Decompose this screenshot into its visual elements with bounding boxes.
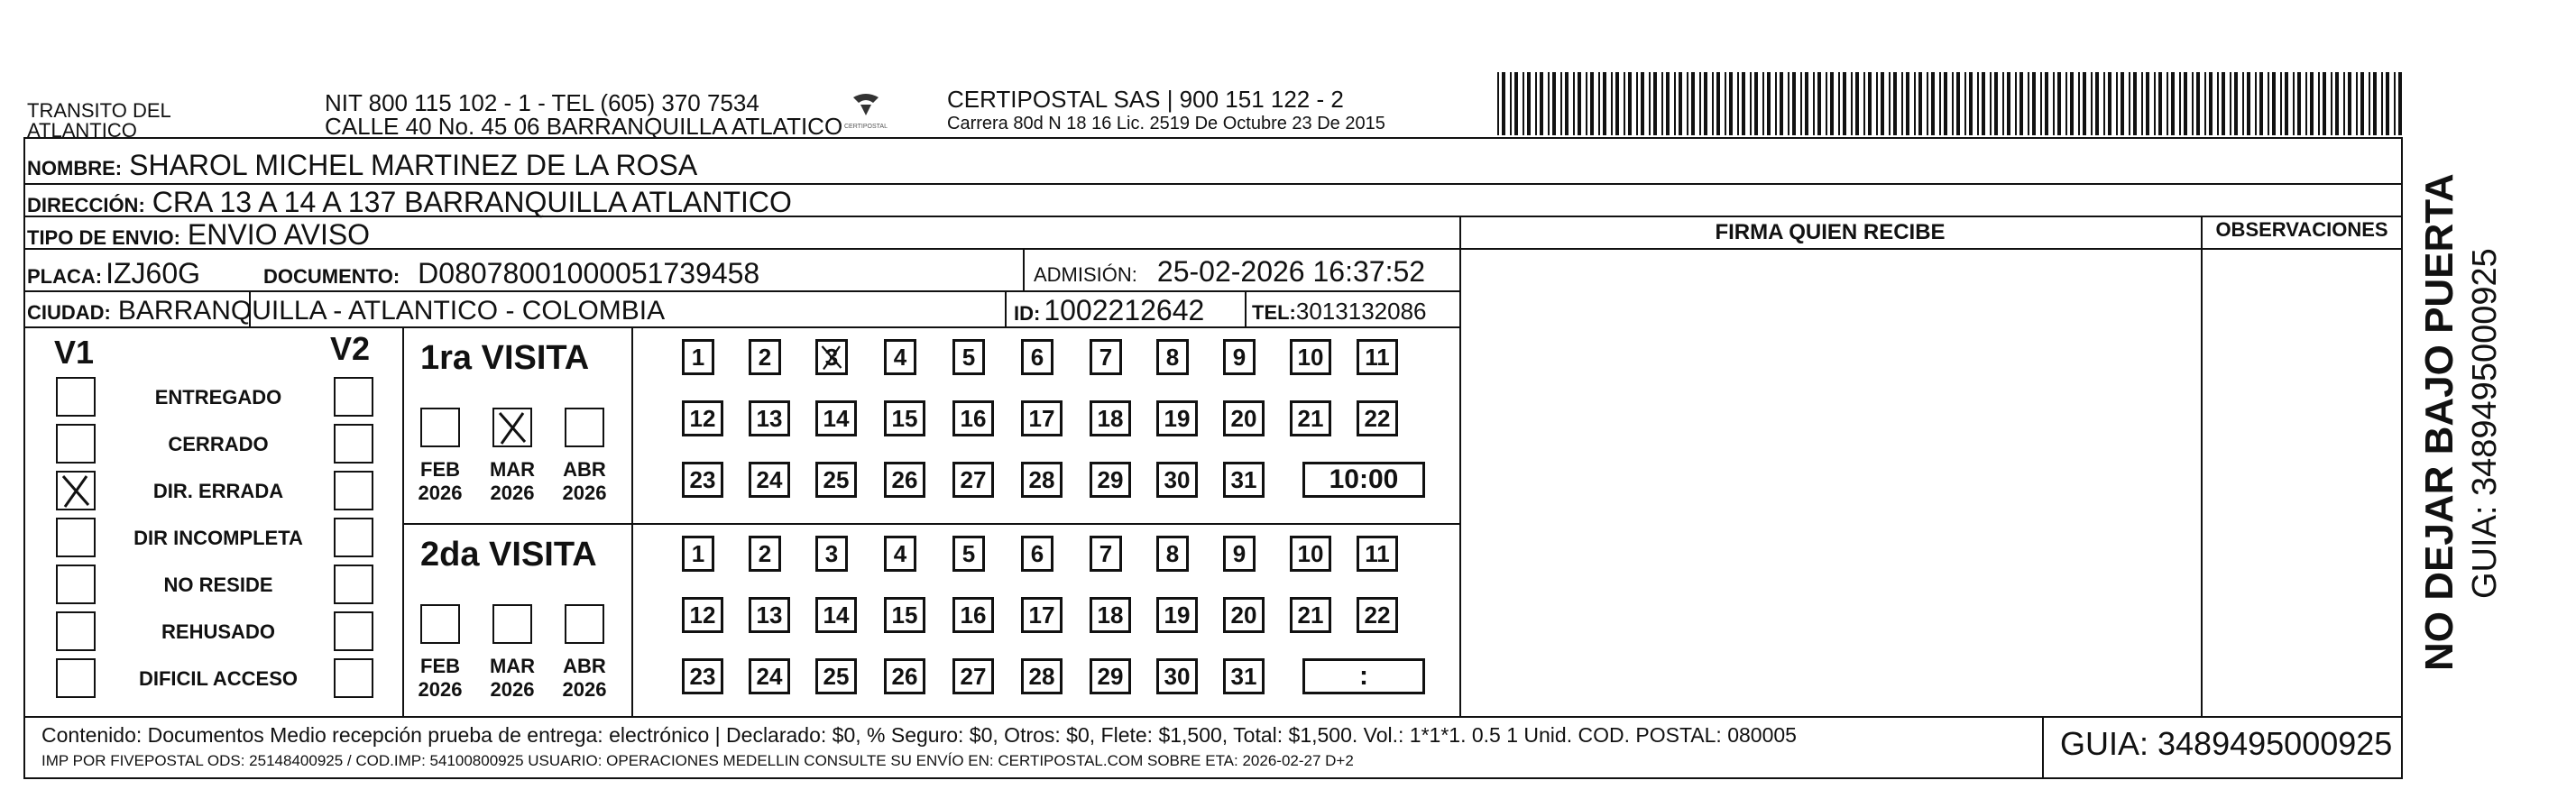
status-label: NO RESIDE	[163, 574, 273, 596]
recipient-name: SHAROL MICHEL MARTINEZ DE LA ROSA	[129, 149, 698, 181]
day-box[interactable]: 14	[815, 597, 857, 633]
day-box[interactable]: 17	[1021, 400, 1063, 436]
day-box[interactable]: 12	[682, 597, 723, 633]
v2-checkbox[interactable]	[334, 424, 373, 464]
month-checkbox[interactable]	[492, 408, 532, 447]
day-box[interactable]: 12	[682, 400, 723, 436]
month-checkbox[interactable]	[565, 604, 604, 644]
documento-row	[263, 257, 759, 290]
day-box[interactable]: 31	[1223, 658, 1265, 694]
tipo-row	[27, 218, 370, 252]
v2-checkbox[interactable]	[334, 565, 373, 604]
day-box[interactable]: 23	[682, 658, 723, 694]
tel-value: 3013132086	[1295, 298, 1427, 325]
month-label: ABR 2026	[562, 458, 607, 504]
month-label: FEB 2026	[418, 655, 463, 701]
x-mark	[494, 409, 530, 445]
carrier-name: CERTIPOSTAL SAS | 900 151 122 - 2	[947, 86, 1344, 113]
day-box[interactable]: 1	[682, 536, 714, 572]
firma-header: FIRMA QUIEN RECIBE	[1715, 220, 1946, 244]
nombre-row	[27, 149, 697, 182]
v1-checkbox[interactable]	[56, 377, 96, 417]
day-box[interactable]: 6	[1021, 339, 1053, 375]
month-label: MAR 2026	[489, 458, 536, 504]
recipient-address: CRA 13 A 14 A 137 BARRANQUILLA ATLANTICO	[152, 186, 792, 218]
day-box[interactable]: 15	[884, 400, 925, 436]
day-box[interactable]: 11	[1357, 536, 1398, 572]
visit-title: 1ra VISITA	[420, 339, 590, 377]
day-box[interactable]: 3	[815, 339, 848, 375]
v1-checkbox[interactable]	[56, 424, 96, 464]
placa-row	[27, 257, 200, 290]
sender-nit: NIT 800 115 102 - 1 - TEL (605) 370 7534	[325, 89, 759, 116]
day-box[interactable]: 27	[952, 462, 994, 498]
placa-label: PLACA:	[27, 265, 103, 288]
footer-imp: IMP POR FIVEPOSTAL ODS: 25148400925 / COD.IMP: 54100800925 USUARIO: OPERACIONES MEDELLIN CONSULTE SU ENVÍO EN: CERTIPOSTAL.COM SOBRE ETA: 2026-02-27 D+2	[41, 752, 1354, 769]
sender-name: TRANSITO DEL ATLANTICO	[27, 99, 171, 142]
day-box[interactable]: 10	[1290, 339, 1331, 375]
day-box[interactable]: 9	[1223, 339, 1256, 375]
time-box[interactable]: 10:00	[1302, 462, 1425, 498]
x-mark	[58, 473, 94, 509]
v2-label: V2	[330, 330, 371, 367]
status-label: DIFICIL ACCESO	[138, 667, 298, 690]
ciudad-label: CIUDAD:	[27, 301, 111, 324]
day-box[interactable]: 21	[1290, 400, 1331, 436]
day-box[interactable]: 19	[1156, 400, 1198, 436]
tipo-label: TIPO DE ENVIO:	[27, 226, 180, 249]
certipostal-logo	[830, 90, 902, 132]
id-value: 1002212642	[1044, 294, 1205, 326]
month-label: MAR 2026	[489, 655, 536, 701]
admision-label: ADMISIÓN:	[1034, 263, 1137, 286]
direccion-row	[27, 186, 792, 219]
day-box[interactable]: 13	[749, 400, 790, 436]
day-box[interactable]: 4	[884, 339, 916, 375]
documento-label: DOCUMENTO:	[263, 265, 400, 288]
day-box[interactable]: 7	[1090, 339, 1122, 375]
day-box[interactable]: 6	[1021, 536, 1053, 572]
shipment-type: ENVIO AVISO	[187, 218, 371, 251]
status-label: DIR. ERRADA	[152, 480, 284, 502]
side-guia: GUIA: 3489495000925	[2466, 248, 2504, 599]
observations-area[interactable]	[2203, 250, 2401, 714]
day-box[interactable]: 15	[884, 597, 925, 633]
v2-checkbox[interactable]	[334, 471, 373, 510]
day-box[interactable]: 11	[1357, 339, 1398, 375]
v1-checkbox[interactable]	[56, 471, 96, 510]
day-box[interactable]: 20	[1223, 597, 1265, 633]
day-box[interactable]: 21	[1290, 597, 1331, 633]
status-label: REHUSADO	[161, 620, 275, 643]
plate-value: IZJ60G	[106, 257, 201, 289]
footer-guia: GUIA: 3489495000925	[2060, 725, 2393, 762]
day-box[interactable]: 14	[815, 400, 857, 436]
day-box[interactable]: 26	[884, 658, 925, 694]
carrier-license: Carrera 80d N 18 16 Lic. 2519 De Octubre 23 De 2015	[947, 114, 1385, 133]
day-box[interactable]: 30	[1156, 462, 1198, 498]
signature-area[interactable]	[1461, 250, 2199, 714]
city-value: BARRANQUILLA - ATLANTICO - COLOMBIA	[117, 296, 666, 326]
day-box[interactable]: 28	[1021, 658, 1063, 694]
day-box[interactable]: 18	[1090, 400, 1131, 436]
day-box[interactable]: 26	[884, 462, 925, 498]
day-box[interactable]: 23	[682, 462, 723, 498]
time-box[interactable]: :	[1302, 658, 1425, 694]
month-label: ABR 2026	[562, 655, 607, 701]
admission-value: 25-02-2026 16:37:52	[1156, 255, 1426, 288]
day-box[interactable]: 19	[1156, 597, 1198, 633]
tel-label: TEL:	[1252, 301, 1296, 324]
day-box[interactable]: 16	[952, 597, 994, 633]
v2-checkbox[interactable]	[334, 377, 373, 417]
v2-checkbox[interactable]	[334, 658, 373, 698]
day-box[interactable]: 25	[815, 658, 857, 694]
ciudad-row	[27, 296, 665, 326]
day-box[interactable]: 29	[1090, 658, 1131, 694]
day-box[interactable]: 29	[1090, 462, 1131, 498]
v1-label: V1	[54, 334, 95, 371]
day-box[interactable]: 28	[1021, 462, 1063, 498]
footer-contenido: Contenido: Documentos Medio recepción prueba de entrega: electrónico | Declarado: $0, % Seguro: $0, Otros: $0, Flete: $1,500, Total: $1,500. Vol.: 1*1*1. 0.5 1 Unid. COD. POSTAL: 080005	[41, 723, 1797, 747]
day-box[interactable]: 1	[682, 339, 714, 375]
month-checkbox[interactable]	[492, 604, 532, 644]
day-box[interactable]: 22	[1357, 597, 1398, 633]
v1-checkbox[interactable]	[56, 611, 96, 651]
day-box[interactable]: 16	[952, 400, 994, 436]
v1-checkbox[interactable]	[56, 658, 96, 698]
day-box[interactable]: 22	[1357, 400, 1398, 436]
direccion-label: DIRECCIÓN:	[27, 194, 145, 216]
day-box[interactable]: 17	[1021, 597, 1063, 633]
status-label: DIR INCOMPLETA	[133, 527, 303, 549]
v1-checkbox[interactable]	[56, 565, 96, 604]
month-checkbox[interactable]	[420, 408, 460, 447]
side-warning: NO DEJAR BAJO PUERTA	[2417, 173, 2461, 671]
day-box[interactable]: 4	[884, 536, 916, 572]
barcode	[1497, 72, 2408, 135]
month-label: FEB 2026	[418, 458, 463, 504]
nombre-label: NOMBRE:	[27, 157, 123, 179]
tel-row	[1252, 298, 1427, 326]
day-box[interactable]: 8	[1156, 339, 1189, 375]
x-mark	[818, 342, 845, 372]
day-box[interactable]: 24	[749, 462, 790, 498]
logo-text: CERTIPOSTAL	[844, 124, 888, 130]
day-box[interactable]: 9	[1223, 536, 1256, 572]
document-value: D08078001000051739458	[418, 257, 760, 289]
day-box[interactable]: 7	[1090, 536, 1122, 572]
status-label: ENTREGADO	[154, 386, 282, 409]
day-box[interactable]: 3	[815, 536, 848, 572]
v2-checkbox[interactable]	[334, 518, 373, 557]
status-label: CERRADO	[168, 433, 269, 455]
day-box[interactable]: 25	[815, 462, 857, 498]
day-box[interactable]: 2	[749, 339, 781, 375]
day-box[interactable]: 24	[749, 658, 790, 694]
day-box[interactable]: 18	[1090, 597, 1131, 633]
sender-address: CALLE 40 No. 45 06 BARRANQUILLA ATLATICO	[325, 113, 843, 140]
v2-checkbox[interactable]	[334, 611, 373, 651]
id-row	[1014, 294, 1204, 327]
day-box[interactable]: 30	[1156, 658, 1198, 694]
day-box[interactable]: 5	[952, 339, 985, 375]
observaciones-header: OBSERVACIONES	[2215, 218, 2388, 241]
month-checkbox[interactable]	[420, 604, 460, 644]
v1-checkbox[interactable]	[56, 518, 96, 557]
day-box[interactable]: 13	[749, 597, 790, 633]
visit-title: 2da VISITA	[420, 536, 597, 574]
day-box[interactable]: 10	[1290, 536, 1331, 572]
day-box[interactable]: 8	[1156, 536, 1189, 572]
id-label: ID:	[1014, 302, 1041, 325]
day-box[interactable]: 27	[952, 658, 994, 694]
admision-row	[1034, 255, 1425, 289]
day-box[interactable]: 20	[1223, 400, 1265, 436]
day-box[interactable]: 31	[1223, 462, 1265, 498]
month-checkbox[interactable]	[565, 408, 604, 447]
day-box[interactable]: 2	[749, 536, 781, 572]
day-box[interactable]: 5	[952, 536, 985, 572]
